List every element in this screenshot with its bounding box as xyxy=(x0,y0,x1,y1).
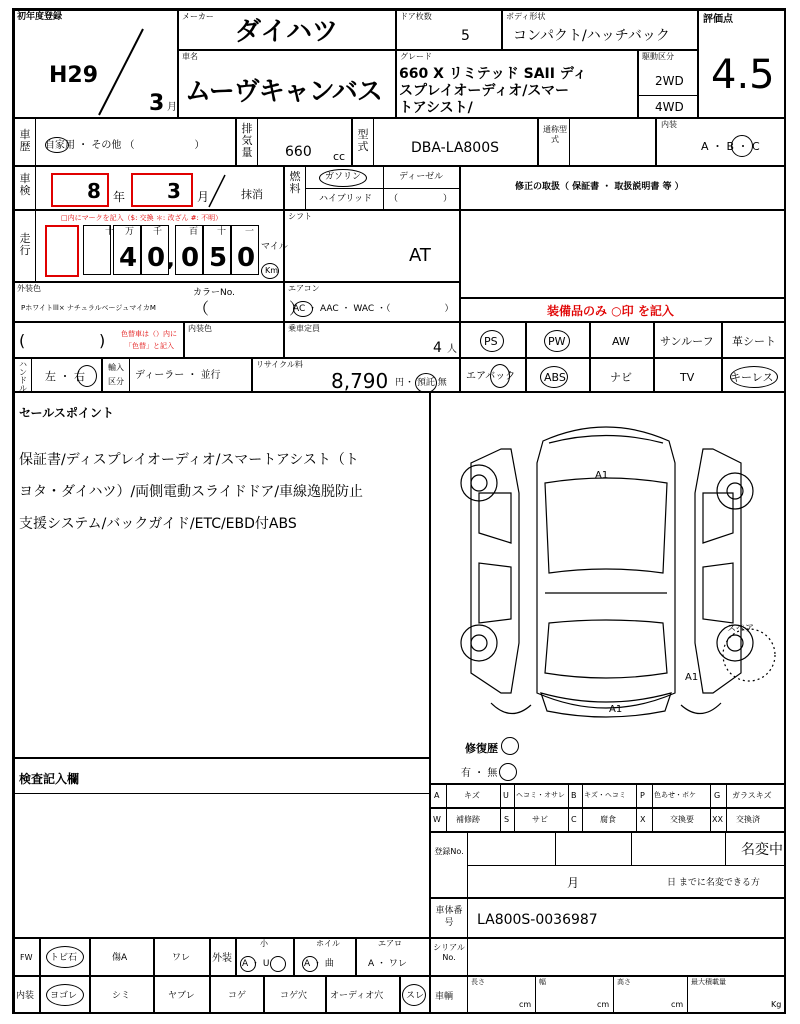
documents-label: 修正の取扱（ 保証書 ・ 取扱説明書 等 ） xyxy=(515,182,684,192)
interior-color-label: 内装色 xyxy=(188,324,212,333)
fuel-label: 燃料 xyxy=(289,170,301,195)
score-value: 4.5 xyxy=(711,52,775,98)
interior-grade-circle xyxy=(731,135,753,157)
chassis-value: LA800S-0036987 xyxy=(477,912,598,928)
legend-w-code: W xyxy=(433,815,441,824)
grade-box xyxy=(396,50,638,118)
legend-u-text: ヘコミ・オサレ xyxy=(516,791,565,799)
maker-value: ダイハツ xyxy=(235,17,338,47)
car-name-value: ムーヴキャンバス xyxy=(185,77,382,107)
grade-line1: 660 X リミテッド SAII ディ xyxy=(399,66,587,82)
car-name-box xyxy=(178,50,396,118)
doors-label: ドア枚数 xyxy=(400,12,432,21)
grade-line3: トアシスト/ xyxy=(399,100,473,116)
small-u-circle xyxy=(270,956,286,972)
recycle-box xyxy=(252,358,460,392)
repair-none-circle xyxy=(499,763,517,781)
inspection-notes-box xyxy=(14,758,430,938)
damage-mark-1: A1 xyxy=(595,470,609,481)
color-change-close: ) xyxy=(99,331,106,350)
equip-pw-circle xyxy=(544,330,570,352)
legend-s-text: サビ xyxy=(532,815,548,824)
mileage-unit-man: 万 xyxy=(125,227,135,237)
drive-4wd: 4WD xyxy=(655,100,684,114)
aircon-label: エアコン xyxy=(288,284,320,293)
model-value: DBA-LA800S xyxy=(411,140,500,156)
inspection-year-unit: 年 xyxy=(113,190,126,204)
inspection-label: 車検 xyxy=(19,172,31,197)
mileage-box xyxy=(14,210,288,282)
color-change-box xyxy=(14,322,184,358)
import-label: 輸入区分 xyxy=(108,363,124,386)
interior-stain: シミ xyxy=(112,991,131,1001)
interior-audio-hole: オーディオ穴 xyxy=(330,991,384,1001)
mileage-unit-juuman: 十 xyxy=(105,227,115,237)
inspection-box xyxy=(14,166,284,210)
recycle-unit: 円 xyxy=(395,378,405,388)
body-label: ボディ形状 xyxy=(506,12,546,21)
body-box xyxy=(502,10,698,50)
sales-point-line1: 保証書/ディスプレイオーディオ/スマートアシスト（ト xyxy=(19,452,359,468)
aero-label: エアロ xyxy=(378,939,402,948)
car-name-label: 車名 xyxy=(182,52,198,61)
interior-row xyxy=(14,976,430,1014)
width-label: 幅 xyxy=(539,978,546,986)
legend-p-text: 色あせ・ボケ xyxy=(654,791,696,799)
color-no-label: カラーNo. xyxy=(193,288,235,298)
sales-point-line2: ヨタ・ダイハツ）/両側電動スライドドア/車線逸脱防止 xyxy=(19,484,364,500)
equip-navi: ナビ xyxy=(610,371,632,384)
inspection-notes-title: 検査記入欄 xyxy=(19,772,80,786)
interior-burn: コゲ xyxy=(228,991,247,1001)
first-reg-label: 初年度登録 xyxy=(17,12,63,22)
first-reg-box xyxy=(14,10,178,118)
small-value: A ・ U xyxy=(242,959,270,969)
inspection-month: 3 xyxy=(167,179,181,203)
equipment-title-box xyxy=(460,298,786,322)
auction-sheet xyxy=(12,8,786,1014)
doors-box xyxy=(396,10,502,50)
repair-history-circle xyxy=(501,737,519,755)
name-change-label: 名変中 xyxy=(741,842,783,858)
recycle-circle xyxy=(415,373,437,393)
mileage-unit-juu: 十 xyxy=(217,227,227,237)
legend-g-text: ガラスキズ xyxy=(732,791,772,800)
height-label: 高さ xyxy=(617,978,631,986)
interior-grade-value: A ・ B ・ C xyxy=(701,140,760,153)
repair-history-label: 修復歴 xyxy=(465,742,498,755)
interior-dirt-circle xyxy=(46,984,84,1006)
fuel-gasoline-circle xyxy=(319,169,367,187)
equip-ps-circle xyxy=(480,330,504,352)
equipment-grid xyxy=(460,322,786,392)
max-load-unit: Kg xyxy=(771,1000,782,1009)
sales-point-title: セールスポイント xyxy=(19,406,114,420)
legend-b-code: B xyxy=(571,791,577,800)
sales-point-box xyxy=(14,392,430,758)
fw-crack: ワレ xyxy=(172,953,191,963)
length-unit: cm xyxy=(519,1000,532,1009)
aircon-box xyxy=(284,282,460,322)
interior-wear: スレ xyxy=(406,991,425,1001)
legend-x-text: 交換要 xyxy=(670,815,694,824)
equip-sunroof: サンルーフ xyxy=(660,335,714,348)
mileage-label: 走行 xyxy=(19,232,31,257)
exterior-label: 外装 xyxy=(212,953,232,964)
registration-box xyxy=(430,832,786,898)
equip-leather: 革シート xyxy=(732,335,776,348)
handle-box xyxy=(14,358,102,392)
mileage-digit-hyaku: 0 xyxy=(181,243,200,273)
legend-c-code: C xyxy=(571,815,577,824)
mileage-note: □内にマークを記入（$: 交換 ＊: 改ざん #: 不明） xyxy=(61,214,223,222)
inspection-slash xyxy=(207,173,227,209)
interior-color-box xyxy=(184,322,284,358)
history-value: 自家用 ・ その他 （ ） xyxy=(45,140,205,151)
grade-label: グレード xyxy=(400,52,432,61)
sales-point-line3: 支援システム/バックガイド/ETC/EBD付ABS xyxy=(19,516,297,532)
history-circle xyxy=(45,137,69,153)
equip-airbag: エアバック xyxy=(466,371,516,382)
history-label: 車歴 xyxy=(19,128,31,153)
grade-line2: スプレイオーディオ/スマー xyxy=(399,83,570,99)
fw-scratch: 傷A xyxy=(112,953,128,963)
common-model-box xyxy=(538,118,656,166)
legend-a-code: A xyxy=(434,791,440,800)
width-unit: cm xyxy=(597,1000,610,1009)
interior-row-label: 内装 xyxy=(16,991,35,1001)
interior-grade-box xyxy=(656,118,786,166)
capacity-label: 乗車定員 xyxy=(288,324,320,333)
drive-label: 駆動区分 xyxy=(642,52,674,61)
legend-w-text: 補修跡 xyxy=(456,815,480,824)
small-label: 小 xyxy=(260,939,268,948)
damage-diagram-box xyxy=(430,392,786,784)
legend-s-code: S xyxy=(504,815,510,824)
common-model-label: 通称型式 xyxy=(543,125,567,144)
fw-chip-circle xyxy=(46,946,84,968)
mileage-unit-hyaku: 百 xyxy=(189,227,199,237)
doors-value: 5 xyxy=(461,28,470,44)
deregistered-label: 抹消 xyxy=(241,188,263,201)
exterior-color-value: Pホワイトlll× ナチュラルベージュマイカM xyxy=(21,304,156,312)
registration-month-unit: 月 xyxy=(567,876,580,890)
handle-circle xyxy=(77,365,97,387)
equip-tv: TV xyxy=(680,371,695,384)
mileage-digit-ichi: 0 xyxy=(237,243,256,273)
documents-detail-box xyxy=(460,210,786,298)
color-change-note2: 「色替」と記入 xyxy=(125,342,174,350)
capacity-box xyxy=(284,322,460,358)
registration-label: 登録No. xyxy=(434,847,464,856)
repair-history-value: 有 ・ 無 xyxy=(461,768,498,779)
recycle-value: 8,790 xyxy=(331,369,389,393)
reg-month-unit: 月 xyxy=(167,102,177,113)
equip-abs: ABS xyxy=(544,371,566,384)
aircon-value: AC ・ AAC ・ WAC ・（ ） xyxy=(293,304,454,314)
fuel-hybrid: ハイブリッド xyxy=(319,194,373,204)
car-diagram xyxy=(431,393,785,783)
fuel-box xyxy=(284,166,460,210)
body-value: コンパクト/ハッチバック xyxy=(513,28,670,44)
registration-day-text: 日 までに名変できる方 xyxy=(667,878,760,888)
drive-box xyxy=(638,50,698,118)
reg-year: H29 xyxy=(49,63,99,88)
spare-label: スペア xyxy=(727,624,755,634)
inspection-month-unit: 月 xyxy=(197,190,210,204)
fw-label: FW xyxy=(20,953,33,962)
wheel-a-circle xyxy=(302,956,318,972)
vehicle-size-label: 車輌 xyxy=(435,992,454,1002)
displacement-box xyxy=(236,118,352,166)
wheel-label: ホイル xyxy=(316,939,340,948)
recycle-label: リサイクル料 xyxy=(256,360,303,369)
mileage-digit-man: 4 xyxy=(119,243,138,273)
mileage-digit-juu: 5 xyxy=(209,243,228,273)
legend-x-code: X xyxy=(640,815,646,824)
mileage-unit-km: Km xyxy=(265,266,279,275)
reg-month: 3 xyxy=(149,91,165,116)
equip-abs-circle xyxy=(540,366,568,388)
serial-label: シリアルNo. xyxy=(433,943,465,962)
legend-g-code: G xyxy=(714,791,721,800)
interior-wear-circle xyxy=(402,984,426,1006)
equip-ps: PS xyxy=(484,335,498,348)
documents-box xyxy=(460,166,786,210)
legend-u-code: U xyxy=(503,791,509,800)
legend-a-text: キズ xyxy=(464,791,480,800)
interior-grade-label: 内装 xyxy=(661,120,677,129)
shift-label: シフト xyxy=(288,212,312,221)
chassis-box xyxy=(430,898,786,938)
fw-chip: トビ石 xyxy=(50,953,78,963)
displacement-value: 660 xyxy=(285,144,312,160)
aircon-circle xyxy=(293,301,313,317)
recycle-status: ・ 預託 無 xyxy=(405,378,447,388)
score-label: 評価点 xyxy=(703,14,733,25)
interior-dirt: ヨゴレ xyxy=(50,991,78,1001)
interior-burn-hole: コゲ穴 xyxy=(280,991,308,1001)
shift-value: AT xyxy=(409,245,431,266)
mileage-unit-ichi: 一 xyxy=(245,227,255,237)
fuel-diesel: ディーゼル xyxy=(399,172,444,182)
equipment-title: 装備品のみ ○印 を記入 xyxy=(547,304,674,318)
fuel-gasoline: ガソリン xyxy=(325,172,362,182)
equip-keyless-circle xyxy=(730,366,778,388)
legend-p-code: P xyxy=(640,791,645,800)
displacement-unit: cc xyxy=(333,150,346,163)
date-slash xyxy=(95,27,145,117)
small-a-circle xyxy=(240,956,256,972)
chassis-label: 車体番号 xyxy=(435,906,463,928)
equip-pw: PW xyxy=(548,335,566,348)
length-label: 長さ xyxy=(471,978,485,986)
maker-label: メーカー xyxy=(182,12,214,21)
mileage-unit-sen: 千 xyxy=(153,227,163,237)
history-box xyxy=(14,118,236,166)
fuel-other: （ ） xyxy=(389,194,453,204)
inspection-year: 8 xyxy=(87,179,101,203)
handle-label: ハンドル xyxy=(19,360,27,393)
import-value: ディーラー ・ 並行 xyxy=(135,370,221,381)
handle-value: 左 ・ 右 xyxy=(45,370,85,383)
mileage-km-circle xyxy=(261,263,279,279)
shift-box xyxy=(284,210,460,282)
fw-row xyxy=(14,938,430,976)
mileage-comma: , xyxy=(167,247,175,271)
legend-xx-text: 交換済 xyxy=(736,815,760,824)
capacity-value: 4 xyxy=(433,340,442,356)
damage-mark-3: A1 xyxy=(609,704,623,715)
legend-b-text: キズ・ヘコミ xyxy=(584,791,626,799)
color-no-value: （ ） xyxy=(193,299,306,318)
color-change-open: ( xyxy=(19,331,26,350)
wheel-value: A ・ 曲 xyxy=(304,959,334,969)
model-label: 型式 xyxy=(357,128,369,153)
interior-tear: ヤブレ xyxy=(168,991,195,1001)
aero-value: A ・ ワレ xyxy=(368,959,407,969)
damage-mark-2: A1 xyxy=(685,672,699,683)
displacement-label: 排気量 xyxy=(241,122,253,159)
score-box xyxy=(698,10,786,118)
equip-keyless: キーレス xyxy=(730,371,774,384)
model-box xyxy=(352,118,538,166)
legend-xx-code: XX xyxy=(712,815,723,824)
serial-box xyxy=(430,938,786,976)
height-unit: cm xyxy=(671,1000,684,1009)
damage-legend xyxy=(430,784,786,832)
vehicle-size-box xyxy=(430,976,786,1014)
equip-airbag-circle xyxy=(490,364,510,388)
exterior-color-label: 外装色 xyxy=(17,284,41,293)
legend-c-text: 腐食 xyxy=(600,815,616,824)
mileage-digit-sen: 0 xyxy=(147,243,166,273)
color-change-note1: 色替車は（）内に xyxy=(121,330,177,338)
capacity-unit: 人 xyxy=(447,344,457,355)
mileage-unit-mile: マイル xyxy=(261,242,288,252)
max-load-label: 最大積載量 xyxy=(691,978,726,986)
drive-2wd: 2WD xyxy=(655,74,684,88)
equip-aw: AW xyxy=(612,335,630,348)
import-box xyxy=(102,358,252,392)
maker-box xyxy=(178,10,396,50)
